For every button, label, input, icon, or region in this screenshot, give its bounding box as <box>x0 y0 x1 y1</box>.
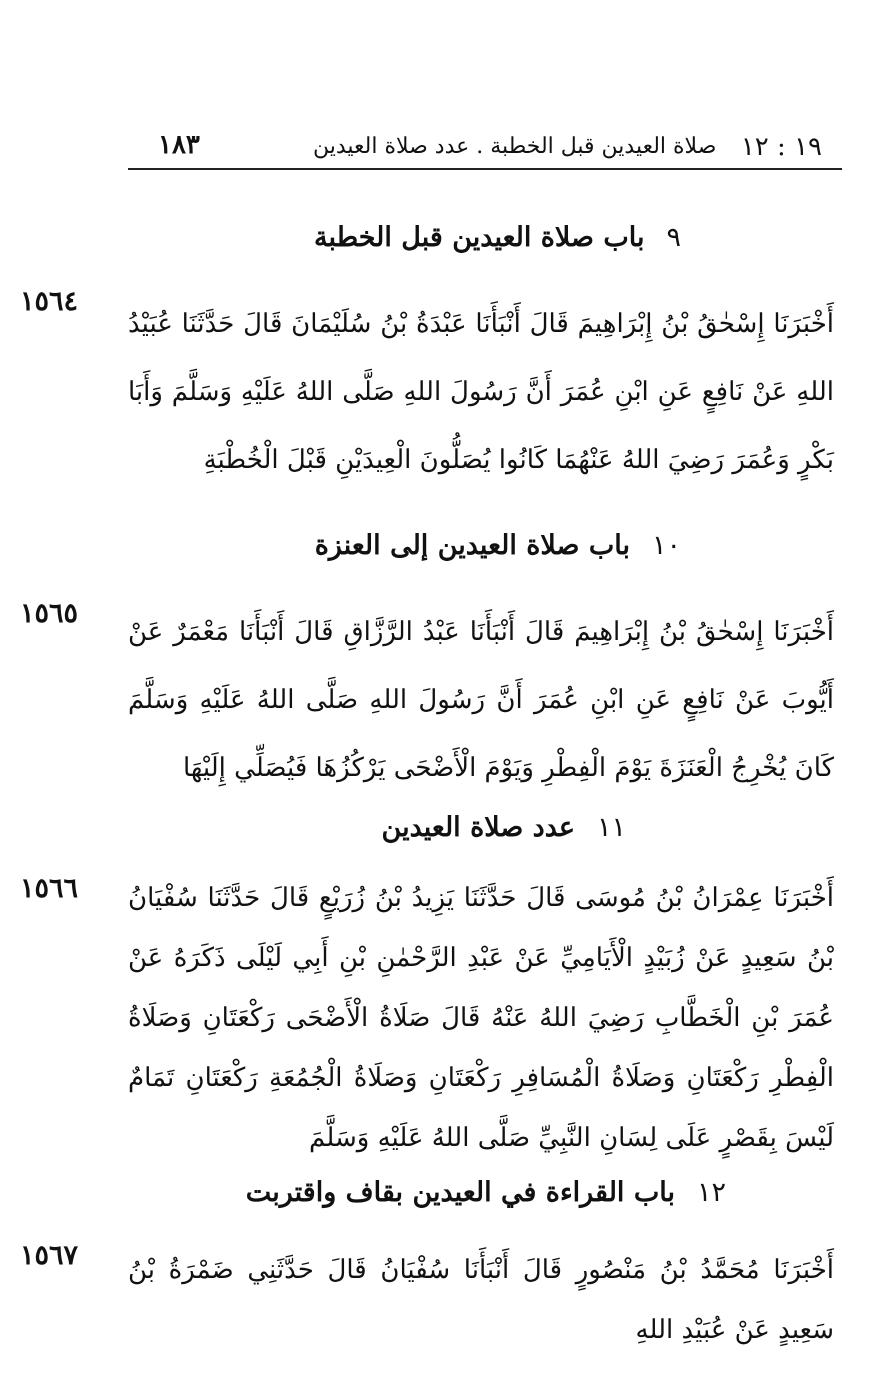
running-title: صلاة العيدين قبل الخطبة . عدد صلاة العيدين <box>313 134 717 159</box>
chapter-title: باب صلاة العيدين إلى العنزة <box>314 530 630 561</box>
chapter-heading <box>315 530 681 561</box>
hadith-text: أَخْبَرَنَا إِسْحٰقُ بْنُ إِبْرَاهِيمَ قَالَ أَنْبَأَنَا عَبْدُ الرَّزَّاقِ قَالَ أَنْبَأَنَا مَعْمَرٌ عَنْ أَيُّوبَ عَنْ نَافِعٍ عَنِ ابْنِ عُمَرَ أَنَّ رَسُولَ اللهِ صَلَّى اللهُ عَلَيْهِ وَسَلَّمَ كَانَ يُخْرِجُ الْعَنَزَةَ يَوْمَ الْفِطْرِ وَيَوْمَ الْأَضْحَى يَرْكُزُهَا فَيُصَلِّي إِلَيْهَا <box>128 617 834 783</box>
hadith-number: ١٥٦٧ <box>20 1240 79 1271</box>
chapter-number: ٩ <box>666 222 681 253</box>
page-header <box>128 124 842 170</box>
chapter-title: باب القراءة في العيدين بقاف واقتربت <box>245 1177 675 1208</box>
chapter-heading <box>246 1177 726 1208</box>
hadith-text: أَخْبَرَنَا عِمْرَانُ بْنُ مُوسَى قَالَ حَدَّثَنَا يَزِيدُ بْنُ زُرَيْعٍ قَالَ حَدَّثَنَا سُفْيَانُ بْنُ سَعِيدٍ عَنْ زُبَيْدٍ الْأَيَامِيِّ عَنْ عَبْدِ الرَّحْمٰنِ بْنِ أَبِي لَيْلَى ذَكَرَهُ عَنْ عُمَرَ بْنِ الْخَطَّابِ رَضِيَ اللهُ عَنْهُ قَالَ صَلَاةُ الْأَضْحَى رَكْعَتَانِ وَصَلَاةُ الْفِطْرِ رَكْعَتَانِ وَصَلَاةُ الْمُسَافِرِ رَكْعَتَانِ وَصَلَاةُ الْجُمُعَةِ رَكْعَتَانِ تَمَامٌ لَيْسَ بِقَصْرٍ عَلَى لِسَانِ النَّبِيِّ صَلَّى اللهُ عَلَيْهِ وَسَلَّمَ <box>128 883 834 1153</box>
chapter-title: باب صلاة العيدين قبل الخطبة <box>313 222 645 253</box>
chapter-heading <box>314 222 681 253</box>
chapter-number: ١٠ <box>651 530 681 561</box>
hadith-number: ١٥٦٥ <box>20 598 79 629</box>
hadith-number: ١٥٦٦ <box>20 873 79 904</box>
hadith-text: أَخْبَرَنَا مُحَمَّدُ بْنُ مَنْصُورٍ قَالَ أَنْبَأَنَا سُفْيَانُ قَالَ حَدَّثَنِي ضَمْرَةُ بْنُ سَعِيدٍ عَنْ عُبَيْدِ اللهِ <box>128 1255 834 1345</box>
verse-reference: ١٩ : ١٢ <box>740 132 822 162</box>
chapter-number: ١٢ <box>696 1177 726 1208</box>
chapter-number: ١١ <box>596 812 626 843</box>
chapter-heading <box>382 812 626 843</box>
hadith-text: أَخْبَرَنَا إِسْحٰقُ بْنُ إِبْرَاهِيمَ قَالَ أَنْبَأَنَا عَبْدَةُ بْنُ سُلَيْمَانَ قَالَ حَدَّثَنَا عُبَيْدُ اللهِ عَنْ نَافِعٍ عَنِ ابْنِ عُمَرَ أَنَّ رَسُولَ اللهِ صَلَّى اللهُ عَلَيْهِ وَسَلَّمَ وَأَبَا بَكْرٍ وَعُمَرَ رَضِيَ اللهُ عَنْهُمَا كَانُوا يُصَلُّونَ الْعِيدَيْنِ قَبْلَ الْخُطْبَةِ <box>128 309 834 475</box>
hadith-number: ١٥٦٤ <box>20 286 79 317</box>
header-rule <box>128 168 842 170</box>
chapter-title: عدد صلاة العيدين <box>381 812 575 843</box>
page-number: ١٨٣ <box>158 130 200 160</box>
